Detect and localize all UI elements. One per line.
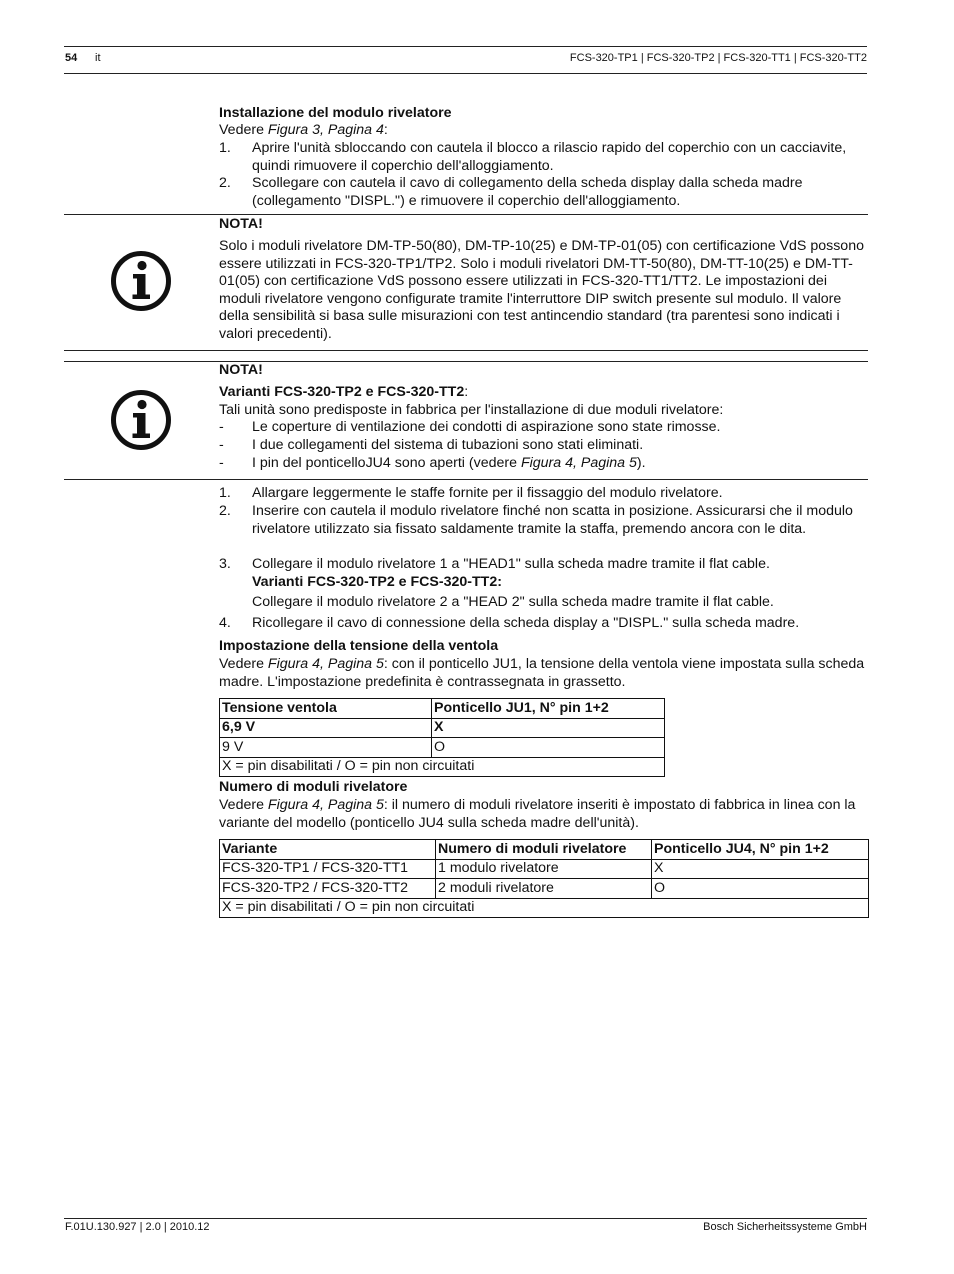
fan-see-prefix: Vedere: [219, 656, 268, 672]
bullet-dash: -: [219, 437, 224, 453]
note2-subtitle-suffix: :: [464, 384, 469, 400]
fan-table: [219, 698, 665, 777]
fan-see: [219, 656, 869, 691]
header-rule-bottom: [64, 73, 867, 74]
mount-step: [219, 556, 869, 612]
table-cell: O: [432, 738, 665, 758]
info-icon: [110, 389, 172, 451]
table-header-cell: Variante: [220, 840, 436, 860]
table-header-row: [220, 840, 869, 860]
modules-title: Numero di moduli rivelatore: [219, 779, 408, 795]
modules-see: [219, 797, 869, 832]
install-step: [219, 175, 869, 210]
install-see-ref[interactable]: Figura 3, Pagina 4: [267, 122, 384, 138]
mount-step-subtitle: Varianti FCS-320-TP2 e FCS-320-TT2:: [252, 573, 502, 590]
table-header-cell: Ponticello JU4, N° pin 1+2: [652, 840, 869, 860]
note2-subtitle: Varianti FCS-320-TP2 e FCS-320-TT2: [219, 384, 465, 400]
install-see-prefix: Vedere: [219, 122, 268, 138]
mount-step-number: 2.: [219, 503, 231, 519]
note2-bullet-text: Le coperture di ventilazione dei condotti di aspirazione sono state rimosse.: [252, 419, 721, 435]
mount-step-text: Allargare leggermente le staffe fornite per il fissaggio del modulo rivelatore.: [252, 485, 723, 501]
table-cell: 9 V: [220, 738, 432, 758]
table-cell: X: [432, 718, 665, 738]
table-header-row: [220, 699, 665, 719]
page-number: 54: [65, 52, 78, 64]
mount-step-number: 4.: [219, 615, 231, 631]
install-step: [219, 140, 869, 175]
table-cell: 6,9 V: [220, 718, 432, 738]
note2-intro: Tali unità sono predisposte in fabbrica per l'installazione di due moduli rivelatore:: [219, 402, 724, 418]
table-cell: FCS-320-TP1 / FCS-320-TT1: [220, 859, 436, 879]
note2-title: NOTA!: [219, 362, 263, 378]
note2-rule-bottom: [64, 479, 868, 480]
header-rule-top: [64, 46, 867, 47]
note2-subtitle-line: [219, 384, 869, 402]
note2-bullet-text: [252, 455, 869, 473]
table-footer-row: [220, 898, 869, 918]
install-title: Installazione del modulo rivelatore: [219, 105, 452, 121]
bullet-dash: -: [219, 419, 224, 435]
bullet-ref[interactable]: Figura 4, Pagina 5: [520, 455, 637, 471]
table-row: [220, 859, 869, 879]
note2-bullet: [219, 419, 869, 437]
fan-see-suffix: : con il ponticello JU1, la tensione della ventola viene impostata sulla scheda madre. L'impostazione predefinita è contrassegnata in grassetto.: [219, 656, 865, 690]
note1-rule-top: [64, 214, 868, 215]
table-row: [220, 738, 665, 758]
bullet-dash: -: [219, 455, 224, 471]
note2-bullet: [219, 437, 869, 455]
mount-step-text: Ricollegare il cavo di connessione della scheda display a "DISPL." sulla scheda madre.: [252, 615, 800, 631]
install-step-number: 2.: [219, 175, 231, 191]
install-see: [219, 122, 869, 140]
table-row: [220, 718, 665, 738]
table-cell: 1 modulo rivelatore: [436, 859, 652, 879]
table-cell: 2 moduli rivelatore: [436, 879, 652, 899]
note1-rule-bottom: [64, 350, 868, 351]
modules-see-prefix: Vedere: [219, 797, 268, 813]
note1-title: NOTA!: [219, 216, 263, 232]
mount-step: [219, 485, 869, 503]
bullet-text-prefix: I pin del ponticelloJU4 sono aperti (vedere: [252, 455, 521, 471]
table-cell: X: [652, 859, 869, 879]
info-icon: [110, 250, 172, 312]
table-footer-cell: X = pin disabilitati / O = pin non circuitati: [220, 898, 869, 918]
table-header-cell: Tensione ventola: [220, 699, 432, 719]
footer-doc-id: F.01U.130.927 | 2.0 | 2010.12: [65, 1221, 210, 1233]
fan-title: Impostazione della tensione della ventola: [219, 638, 499, 654]
table-header-cell: Ponticello JU1, N° pin 1+2: [432, 699, 665, 719]
note2-bullet-text: I due collegamenti del sistema di tubazioni sono stati eliminati.: [252, 437, 644, 453]
modules-see-ref[interactable]: Figura 4, Pagina 5: [267, 797, 384, 813]
table-footer-cell: X = pin disabilitati / O = pin non circuitati: [220, 757, 665, 777]
table-cell: FCS-320-TP2 / FCS-320-TT2: [220, 879, 436, 899]
modules-see-suffix: : il numero di moduli rivelatore inseriti è impostato di fabbrica in linea con la variante del modello (ponticello JU4 sulla scheda madre dell'unità).: [219, 797, 856, 831]
install-step-text: Scollegare con cautela il cavo di collegamento della scheda display dalla scheda madre (collegamento "DISPL.") e rimuovere il coperchio dell'alloggiamento.: [252, 175, 803, 209]
table-footer-row: [220, 757, 665, 777]
note2-bullet: [219, 455, 869, 473]
table-row: [220, 879, 869, 899]
mount-step-text: Collegare il modulo rivelatore 1 a "HEAD1" sulla scheda madre tramite il flat cable.: [252, 556, 770, 572]
install-step-text: Aprire l'unità sbloccando con cautela il blocco a rilascio rapido del coperchio con un cacciavite, quindi rimuovere il coperchio dell'alloggiamento.: [252, 140, 847, 174]
note1-text: Solo i moduli rivelatore DM-TP-50(80), DM-TP-10(25) e DM-TP-01(05) con certificazione VdS possono essere utilizzati in FCS-320-TP1/TP2. Solo i moduli rivelatori DM-TT-50(80), DM-TT-10(25) e DM-TT-01(05) con certificazione VdS possono essere utilizzati in FCS-320-TT1/TT2. Le impostazioni dei moduli rivelatore vengono configurate tramite l'interruttore DIP switch presente sul modulo. Il valore della sensibilità si basa sulle misurazioni con test antincendio standard (tra parentesi sono indicati i valori precedenti).: [219, 238, 864, 342]
mount-step-number: 3.: [219, 556, 231, 572]
mount-step-text: Inserire con cautela il modulo rivelatore finché non scatta in posizione. Assicurarsi che il modulo rivelatore utilizzato sia fissato saldamente tramite la staffa, premendo ancora con le dita.: [252, 503, 853, 537]
mount-step: [219, 503, 869, 538]
mount-step: [219, 615, 869, 633]
footer-rule: [64, 1218, 867, 1219]
fan-see-ref[interactable]: Figura 4, Pagina 5: [267, 656, 384, 672]
table-header-cell: Numero di moduli rivelatore: [436, 840, 652, 860]
modules-table: [219, 839, 869, 918]
page-language: it: [95, 52, 101, 64]
mount-step-subtext: Collegare il modulo rivelatore 2 a "HEAD 2" sulla scheda madre tramite il flat cable.: [252, 594, 774, 611]
install-see-suffix: :: [383, 122, 388, 138]
mount-step-number: 1.: [219, 485, 231, 501]
table-cell: O: [652, 879, 869, 899]
header-models: FCS-320-TP1 | FCS-320-TP2 | FCS-320-TT1 | FCS-320-TT2: [569, 52, 867, 64]
install-step-number: 1.: [219, 140, 231, 156]
footer-company: Bosch Sicherheitssysteme GmbH: [703, 1221, 867, 1233]
bullet-text-suffix: ).: [636, 455, 646, 471]
